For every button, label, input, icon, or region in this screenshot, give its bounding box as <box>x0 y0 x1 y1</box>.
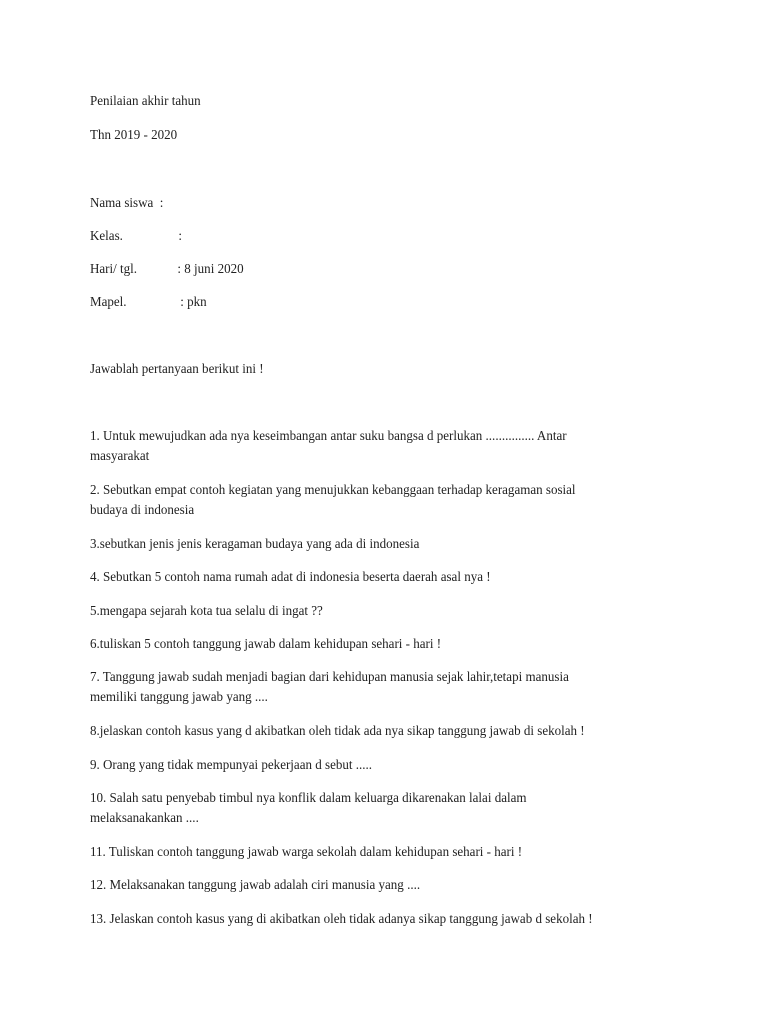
field-separator: : <box>159 196 164 211</box>
question-3: 3.sebutkan jenis jenis keragaman budaya yang ada di indonesia <box>90 537 420 552</box>
question-7-line2: memiliki tanggung jawab yang .... <box>90 690 268 705</box>
question-4: 4. Sebutkan 5 contoh nama rumah adat di indonesia beserta daerah asal nya ! <box>90 570 491 585</box>
question-2-line1: 2. Sebutkan empat contoh kegiatan yang menujukkan kebanggaan terhadap keragaman sosial <box>90 483 576 498</box>
school-year: Thn 2019 - 2020 <box>90 128 178 143</box>
question-10-line1: 10. Salah satu penyebab timbul nya konflik dalam keluarga dikarenakan lalai dalam <box>90 791 527 806</box>
field-label: Kelas. <box>90 229 123 244</box>
field-label: Mapel. <box>90 295 127 310</box>
field-label: Nama siswa <box>90 196 154 211</box>
question-12: 12. Melaksanakan tanggung jawab adalah ciri manusia yang .... <box>90 878 421 893</box>
instruction: Jawablah pertanyaan berikut ini ! <box>90 362 264 377</box>
question-9: 9. Orang yang tidak mempunyai pekerjaan d sebut ..... <box>90 758 373 773</box>
question-1-line2: masyarakat <box>90 449 150 464</box>
question-6: 6.tuliskan 5 contoh tanggung jawab dalam kehidupan sehari - hari ! <box>90 637 442 652</box>
field-mapel <box>90 293 207 313</box>
document-title: Penilaian akhir tahun <box>90 94 201 109</box>
question-7-line1: 7. Tanggung jawab sudah menjadi bagian dari kehidupan manusia sejak lahir,tetapi manusia <box>90 670 569 685</box>
question-5: 5.mengapa sejarah kota tua selalu di ingat ?? <box>90 604 323 619</box>
question-2-line2: budaya di indonesia <box>90 503 195 518</box>
field-separator: : <box>177 262 182 277</box>
question-10-line2: melaksanakankan .... <box>90 811 199 826</box>
question-11: 11. Tuliskan contoh tanggung jawab warga sekolah dalam kehidupan sehari - hari ! <box>90 845 523 860</box>
question-8: 8.jelaskan contoh kasus yang d akibatkan oleh tidak ada nya sikap tanggung jawab di sekolah ! <box>90 724 585 739</box>
field-hari-tgl <box>90 260 244 280</box>
field-kelas <box>90 227 182 247</box>
question-13: 13. Jelaskan contoh kasus yang di akibatkan oleh tidak adanya sikap tanggung jawab d sekolah ! <box>90 912 593 927</box>
field-value: 8 juni 2020 <box>184 262 244 277</box>
field-separator: : <box>180 295 184 310</box>
field-label: Hari/ tgl. <box>90 262 138 277</box>
field-value: pkn <box>187 295 207 310</box>
question-1-line1: 1. Untuk mewujudkan ada nya keseimbangan antar suku bangsa d perlukan ............... Antar <box>90 429 567 444</box>
field-separator: : <box>178 229 182 244</box>
field-nama-siswa <box>90 194 163 214</box>
